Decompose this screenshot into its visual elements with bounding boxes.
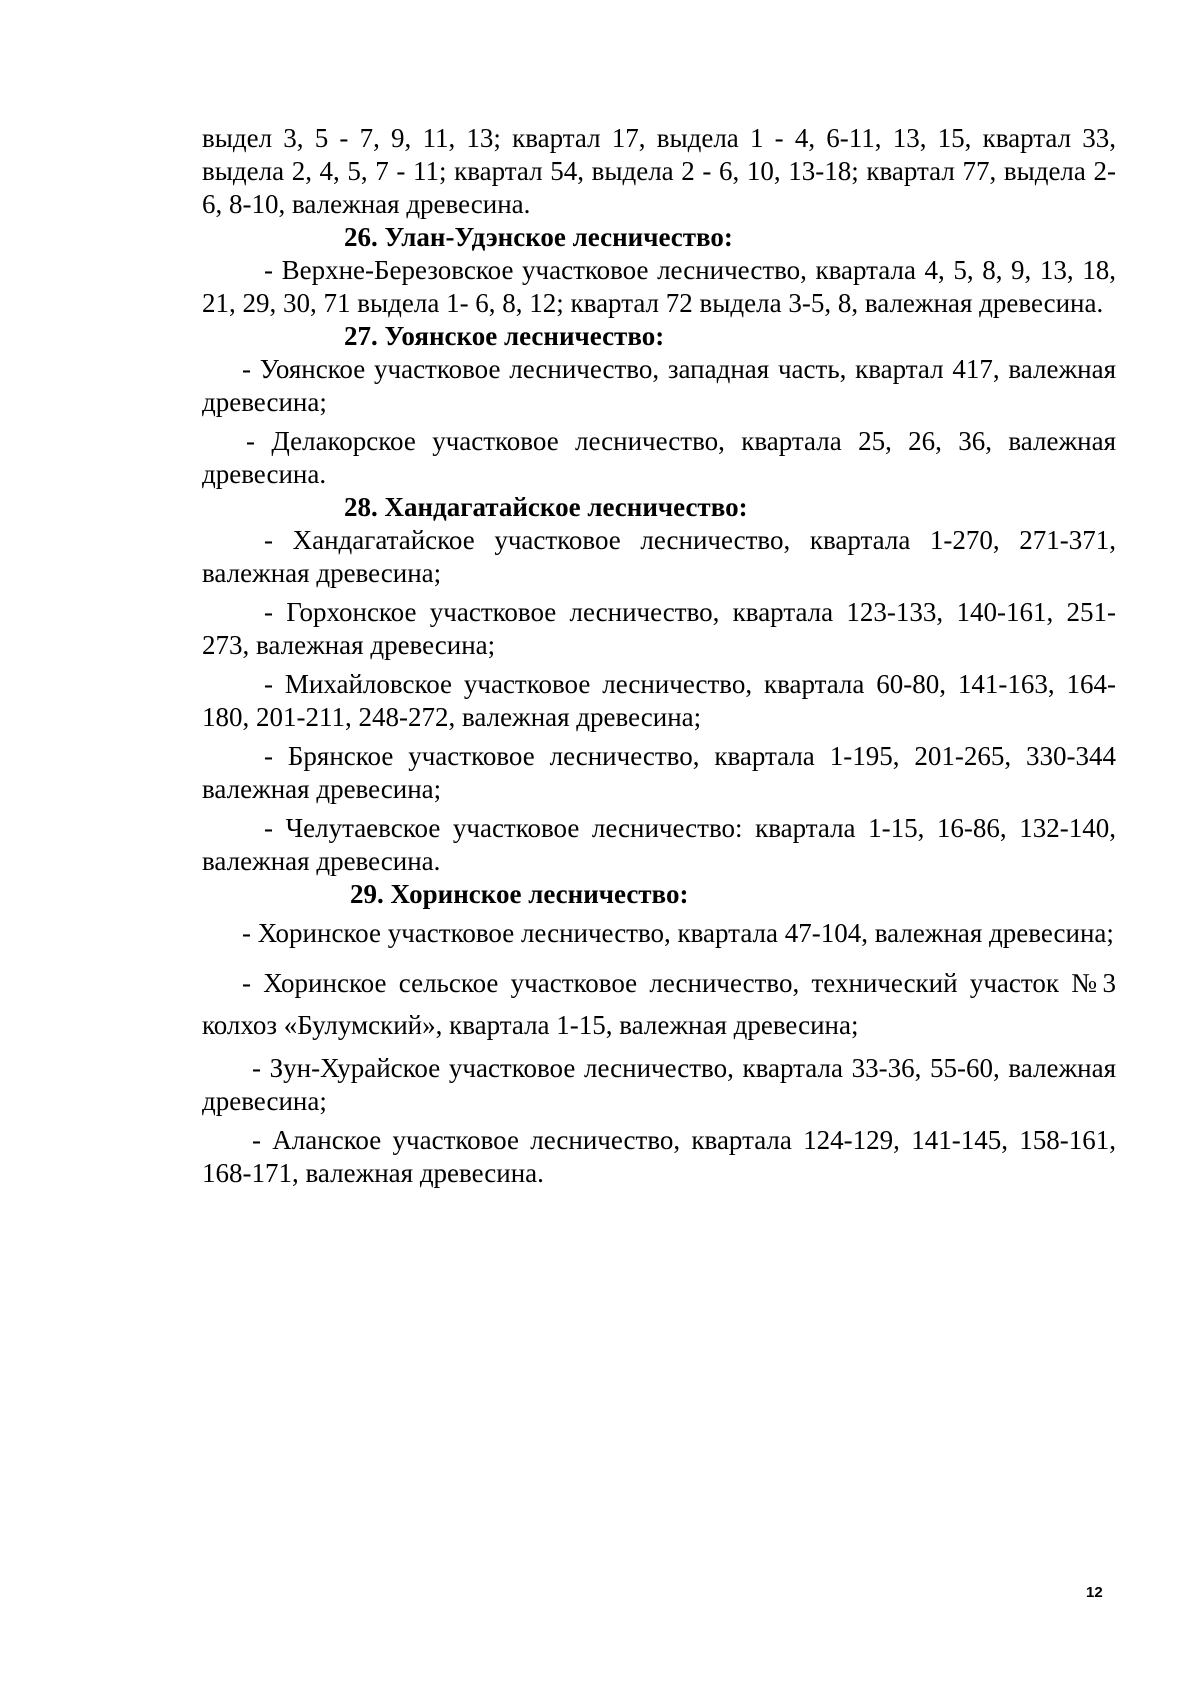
- list-item: - Михайловское участковое лесничество, квартала 60-80, 141-163, 164-180, 201-211, 248-272, валежная древесина;: [202, 669, 1116, 732]
- section-heading: 26. Улан-Удэнское лесничество:: [344, 222, 733, 252]
- list-item: - Верхне-Березовское участковое лесничество, квартала 4, 5, 8, 9, 13, 18, 21, 29, 30, 71 выдела 1- 6, 8, 12; квартал 72 выдела 3-5, 8, валежная древесина.: [202, 255, 1116, 318]
- list-item: - Горхонское участковое лесничество, квартала 123-133, 140-161, 251-273, валежная древесина;: [202, 597, 1116, 660]
- list-item: - Делакорское участковое лесничество, квартала 25, 26, 36, валежная древесина.: [202, 426, 1116, 489]
- section-heading: 27. Уоянское лесничество:: [344, 321, 665, 351]
- list-item: - Хоринское сельское участковое лесничество, технический участок №3 колхоз «Булумский», квартала 1-15, валежная древесина;: [202, 968, 1116, 1040]
- intro-paragraph: выдел 3, 5 - 7, 9, 11, 13; квартал 17, выдела 1 - 4, 6-11, 13, 15, квартал 33, выдела 2, 4, 5, 7 - 11; квартал 54, выдела 2 - 6, 10, 13-18; квартал 77, выдела 2-6, 8-10, валежная древесина.: [202, 123, 1116, 219]
- document-body: [202, 122, 1116, 1190]
- section-heading: 29. Хоринское лесничество:: [350, 879, 689, 909]
- list-item: - Уоянское участковое лесничество, западная часть, квартал 417, валежная древесина;: [202, 354, 1116, 417]
- page-number: 12: [1086, 1584, 1103, 1601]
- list-item: - Брянское участковое лесничество, квартала 1-195, 201-265, 330-344 валежная древесина;: [202, 741, 1116, 804]
- list-item: - Хоринское участковое лесничество, квартала 47-104, валежная древесина;: [242, 918, 1114, 948]
- list-item: - Аланское участковое лесничество, квартала 124-129, 141-145, 158-161, 168-171, валежная древесина.: [202, 1125, 1116, 1188]
- list-item: - Челутаевское участковое лесничество: квартала 1-15, 16-86, 132-140, валежная древесина.: [202, 813, 1116, 876]
- list-item: - Зун-Хурайское участковое лесничество, квартала 33-36, 55-60, валежная древесина;: [202, 1053, 1116, 1116]
- list-item: - Хандагатайское участковое лесничество, квартала 1-270, 271-371, валежная древесина;: [202, 525, 1116, 588]
- section-heading: 28. Хандагатайское лесничество:: [344, 492, 748, 522]
